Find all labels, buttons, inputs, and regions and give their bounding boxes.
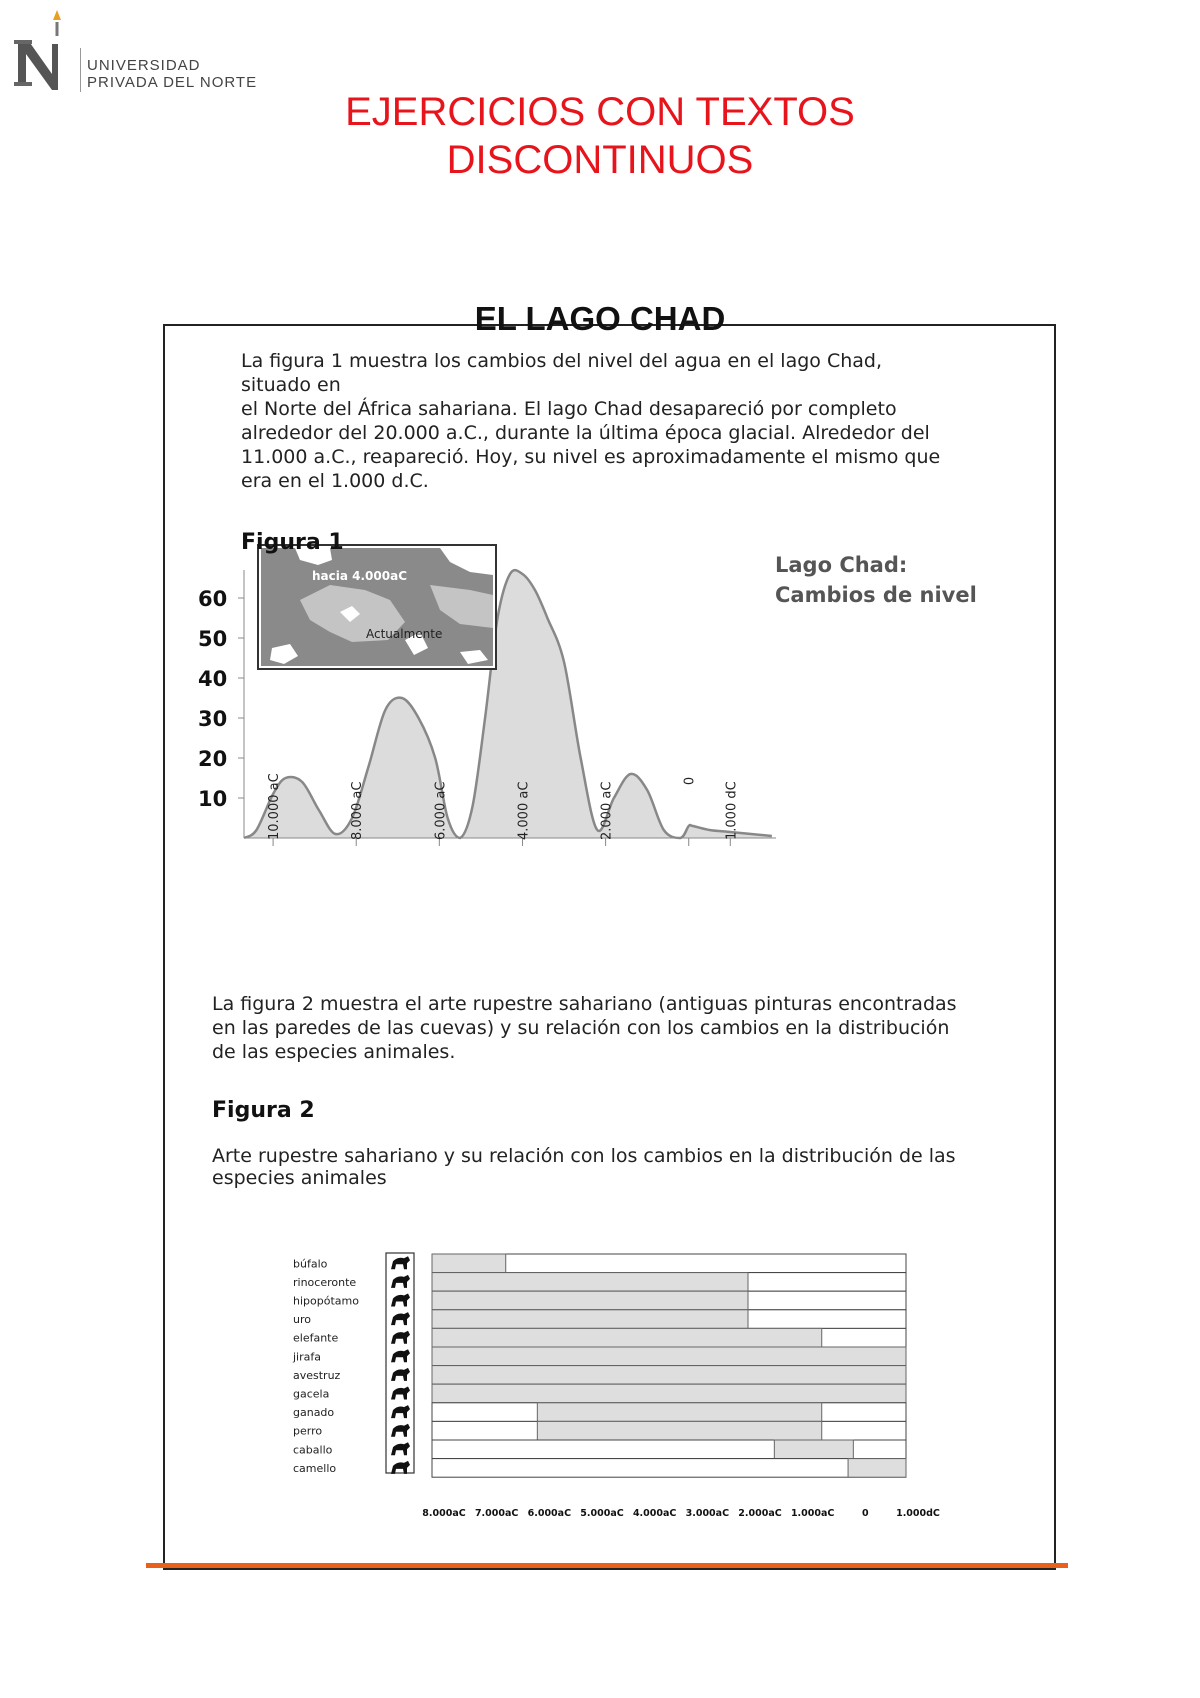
para2-line: La figura 2 muestra el arte rupestre sahariano (antiguas pinturas encontradas: [212, 993, 957, 1015]
figure1-side-label-line-1: Lago Chad:: [775, 553, 908, 577]
species-range-bar: [432, 1254, 506, 1273]
figure2-x-tick-label: 4.000aC: [632, 1508, 677, 1519]
figure2-caption-line: Arte rupestre sahariano y su relación con los cambios en la distribución de las: [212, 1145, 956, 1167]
bottom-orange-rule: [146, 1563, 1068, 1568]
species-label: gacela: [293, 1387, 330, 1401]
figure2-x-tick-label: 3.000aC: [685, 1508, 730, 1519]
figure1-y-tick-label: 40: [198, 667, 228, 691]
intro-line: La figura 1 muestra los cambios del nivel del agua en el lago Chad,: [241, 350, 882, 372]
species-label: avestruz: [293, 1368, 341, 1382]
species-range-bar: [432, 1366, 906, 1385]
figure1-y-tick-label: 50: [198, 627, 228, 651]
species-label: uro: [293, 1313, 311, 1327]
figure1-y-tick-label: 20: [198, 747, 228, 771]
figure2-x-tick-label: 1.000aC: [790, 1508, 835, 1519]
figure2-x-tick-label: 0: [862, 1508, 869, 1519]
figure1-x-tick-label: 10.000 aC: [267, 773, 283, 840]
species-label: ganado: [293, 1406, 335, 1420]
figure1-x-tick-label: 8.000 aC: [350, 781, 366, 840]
figure1-x-tick-label: 1.000 dC: [724, 781, 740, 840]
logo-line-1: UNIVERSIDAD: [87, 57, 201, 74]
figure1-side-label-line-2: Cambios de nivel: [775, 583, 977, 607]
figure2-x-tick-label: 8.000aC: [422, 1508, 466, 1519]
second-paragraph: [212, 992, 1042, 1064]
species-label: hipopótamo: [293, 1294, 359, 1308]
intro-line: era en el 1.000 d.C.: [241, 470, 429, 492]
figure2-x-tick-label: 1.000dC: [896, 1508, 940, 1519]
page-title-line-2: DISCONTINUOS: [446, 138, 754, 182]
species-range-bar: [432, 1347, 906, 1366]
species-label: elefante: [293, 1331, 339, 1345]
logo-line-2: PRIVADA DEL NORTE: [87, 74, 258, 91]
species-row-outline: [432, 1459, 906, 1478]
figure1-y-tick-label: 60: [198, 587, 228, 611]
species-range-bar: [774, 1440, 853, 1459]
section-title: EL LAGO CHAD: [474, 300, 726, 337]
figure2-caption: [212, 1145, 1042, 1189]
species-range-bar: [848, 1459, 906, 1478]
figure2-x-tick-label: 6.000aC: [527, 1508, 572, 1519]
intro-line: situado en: [241, 374, 341, 396]
figure1-inset-map: [258, 545, 496, 669]
figure1-x-tick-label: 6.000 aC: [433, 781, 449, 840]
inset-label-4000ac: hacia 4.000aC: [312, 569, 408, 583]
page-title-line-1: EJERCICIOS CON TEXTOS: [345, 90, 855, 134]
species-label: búfalo: [293, 1257, 328, 1271]
figure2-x-tick-label: 7.000aC: [474, 1508, 519, 1519]
figure2-chart: [0, 1240, 1200, 1540]
figure1-x-tick-label: 0: [682, 776, 698, 786]
species-range-bar: [537, 1403, 821, 1422]
intro-line: alrededor del 20.000 a.C., durante la última época glacial. Alrededor del: [241, 422, 930, 444]
species-range-bar: [432, 1384, 906, 1403]
species-label: perro: [293, 1424, 323, 1438]
figure2-x-tick-label: 5.000aC: [580, 1508, 624, 1519]
para2-line: de las especies animales.: [212, 1041, 456, 1063]
inset-label-actualmente: Actualmente: [366, 627, 443, 641]
figure1-title: Figura 1: [241, 530, 344, 555]
intro-line: el Norte del África sahariana. El lago Chad desapareció por completo: [241, 398, 897, 420]
figure1-x-tick-label: 4.000 aC: [516, 781, 532, 840]
species-range-bar: [432, 1328, 822, 1347]
species-label: camello: [293, 1461, 337, 1475]
species-label: caballo: [293, 1443, 333, 1457]
species-label: jirafa: [293, 1350, 321, 1364]
species-range-bar: [537, 1421, 821, 1440]
figure2-caption-line: especies animales: [212, 1167, 387, 1189]
figure1-x-tick-label: 2.000 aC: [599, 781, 615, 840]
figure2-title: Figura 2: [212, 1098, 315, 1123]
para2-line: en las paredes de las cuevas) y su relación con los cambios en la distribución: [212, 1017, 950, 1039]
species-range-bar: [432, 1310, 748, 1329]
species-range-bar: [432, 1291, 748, 1310]
figure2-x-tick-label: 2.000aC: [738, 1508, 782, 1519]
figure1-y-tick-label: 30: [198, 707, 228, 731]
species-range-bar: [432, 1273, 748, 1292]
species-label: rinoceronte: [293, 1275, 357, 1289]
figure2-icon-strip: [386, 1253, 414, 1473]
figure1-y-tick-label: 10: [198, 787, 228, 811]
intro-line: 11.000 a.C., reapareció. Hoy, su nivel es aproximadamente el mismo que: [241, 446, 941, 468]
